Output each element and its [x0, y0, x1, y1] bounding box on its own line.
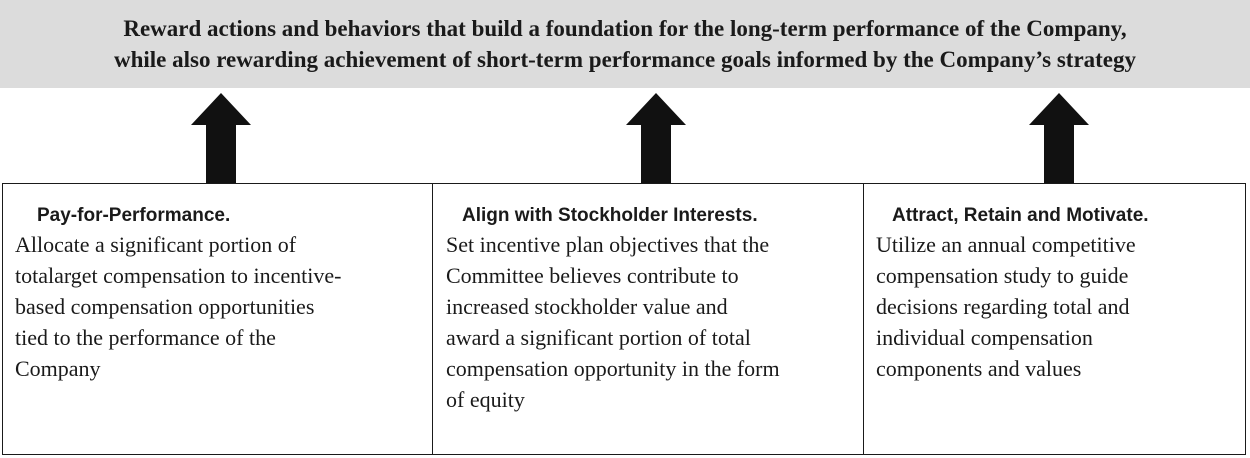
objective-banner: [0, 0, 1250, 88]
description-line: Set incentive plan objectives that the: [446, 232, 770, 257]
column-description: [876, 229, 1245, 384]
column-title: Align with Stockholder Interests.: [462, 205, 758, 226]
banner-line-1: Reward actions and behaviors that build a foundation for the long-term performance of the Company,: [123, 16, 1127, 41]
description-line: individual compensation: [876, 325, 1093, 350]
description-line: components and values: [876, 356, 1082, 381]
banner-line-2: while also rewarding achievement of short-term performance goals informed by the Company’s strategy: [113, 47, 1137, 72]
up-arrow-icon: [191, 93, 251, 183]
description-line: award a significant portion of total: [446, 325, 751, 350]
description-line: Company: [15, 356, 101, 381]
description-line: compensation opportunity in the form: [446, 356, 780, 381]
description-line: Utilize an annual competitive: [876, 232, 1136, 257]
principle-column-attract-retain-motivate: [864, 184, 1245, 454]
up-arrow-icon: [626, 93, 686, 183]
principles-table: [2, 183, 1246, 455]
column-description: [446, 229, 863, 415]
principle-column-stockholder-interests: [433, 184, 864, 454]
column-title: Pay-for-Performance.: [37, 205, 231, 226]
description-line: totalarget compensation to incentive-: [15, 263, 342, 288]
description-line: tied to the performance of the: [15, 325, 276, 350]
description-line: increased stockholder value and: [446, 294, 728, 319]
description-line: decisions regarding total and: [876, 294, 1130, 319]
up-arrow-icon: [1029, 93, 1089, 183]
principle-column-pay-for-performance: [3, 184, 433, 454]
description-line: Allocate a significant portion of: [15, 232, 297, 257]
column-title: Attract, Retain and Motivate.: [892, 205, 1149, 226]
description-line: based compensation opportunities: [15, 294, 315, 319]
description-line: compensation study to guide: [876, 263, 1129, 288]
description-line: of equity: [446, 387, 525, 412]
column-description: [15, 229, 432, 384]
description-line: Committee believes contribute to: [446, 263, 739, 288]
